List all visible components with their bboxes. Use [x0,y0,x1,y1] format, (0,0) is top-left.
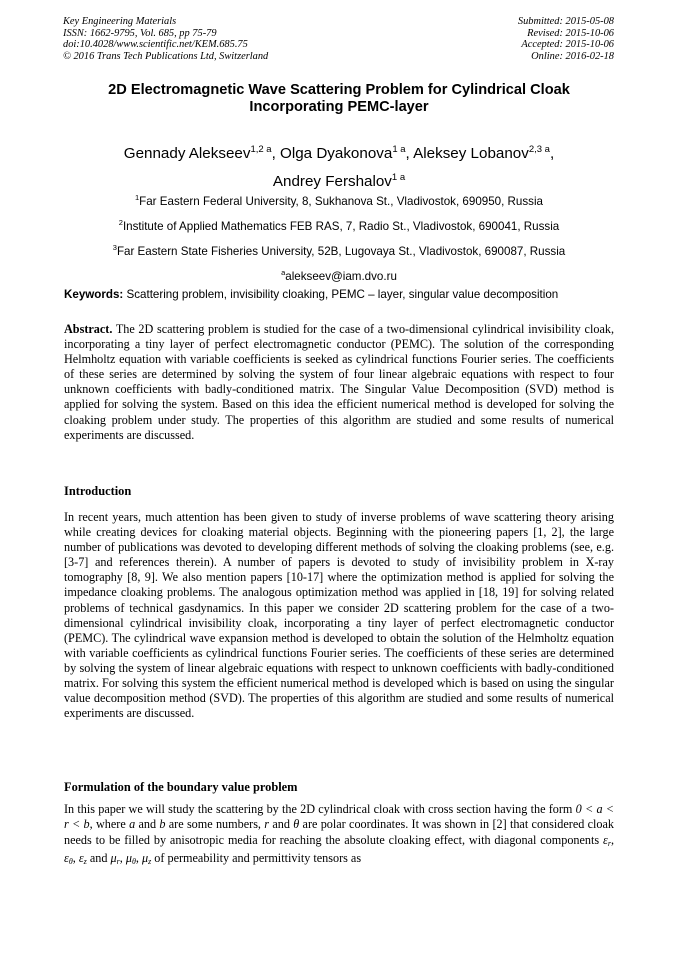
math-subscript: z [83,857,87,867]
author-separator: , [549,145,555,163]
math-subscript: θ [68,857,73,867]
journal-doi: doi:10.4028/www.scientific.net/KEM.685.75 [63,39,248,51]
authors-line-1 [64,138,614,166]
affiliation-email [64,262,614,287]
text-run: are polar coordinates. It was shown in [2] that considered cloak needs to be filled by anisotropic media for reaching the absolute cloaking effect, with diagonal components [64,817,615,847]
author-separator: , [405,145,414,163]
author-name: Andrey Fershalov [272,173,392,191]
title-line-1: 2D Electromagnetic Wave Scattering Problem for Cylindrical Cloak [108,82,570,98]
journal-name: Key Engineering Materials [63,16,177,27]
math-symbol: μ [110,851,117,866]
dates-info [518,16,614,62]
introduction-heading: Introduction [64,484,132,498]
math-symbol: ε [603,832,608,847]
text-run: , where [89,817,130,832]
abstract-label: Abstract. [64,322,113,336]
affiliation [64,187,614,212]
affiliation-list [64,187,614,286]
author-list [64,138,614,194]
affiliation [64,237,614,262]
text-run: , [119,851,126,866]
affiliation-text: Far Eastern Federal University, 8, Sukhanova St., Vladivostok, 690950, Russia [139,194,543,208]
text-run: , [135,851,142,866]
author-affiliation-mark: 2,3 a [528,144,550,155]
author-separator: , [271,145,281,163]
formulation-heading: Formulation of the boundary value problem [64,780,298,794]
author-affiliation-mark: 1,2 a [250,144,272,155]
date-revised: Revised: 2015-10-06 [527,27,614,39]
math-inequality: 0 < a < r < b [64,802,615,832]
date-submitted: Submitted: 2015-05-08 [517,16,614,27]
journal-info [63,16,268,62]
affiliation-text: Institute of Applied Mathematics FEB RAS, 7, Radio St., Vladivostok, 690041, Russia [122,219,560,233]
math-symbol: ε [78,851,84,866]
text-run: In this paper we will study the scattering by the 2D cylindrical cloak with cross section having the form [64,802,576,816]
math-subscript: r [116,857,120,867]
text-run: of permeability and permittivity tensors as [151,851,362,866]
text-run: , [72,851,79,866]
math-subscript: r [607,838,611,848]
text-run: , [610,832,614,847]
journal-copyright: © 2016 Trans Tech Publications Ltd, Switzerland [63,50,269,62]
paper-title [64,82,614,116]
math-symbol: r [264,817,270,832]
math-symbol: μ [125,851,132,866]
affiliation-mark: 1 [134,193,140,202]
math-symbol: μ [141,851,149,866]
math-symbol: ε [64,851,69,866]
math-symbol: a [129,817,136,832]
abstract [64,322,614,443]
abstract-text: The 2D scattering problem is studied for the case of a two-dimensional cylindrical invisibility cloak, incorporating a tiny layer of perfect electromagnetic conductor (PEMC). The solution of the corresponding Helmholtz equation with variable coefficients is seeked as cylindrical functions Fourier series. The coefficients of these series are determined by solving the system of four linear algebraic equations with respect to four unknown coefficients with badly-conditioned matrix. The Singular Value Decomposition (SVD) method is applied for solving the system. Based on this idea the efficient numerical method is developed for solving the cloaking problem under study. The properties of this algorithm are studied and some results of numerical experiments are discussed. [64,322,614,442]
author-name: Gennady Alekseev [123,145,251,163]
affiliation-text: Far Eastern State Fisheries University, 52B, Lugovaya St., Vladivostok, 690087, Russia [116,244,566,258]
email-address: alekseev@iam.dvo.ru [285,269,397,283]
math-subscript: θ [131,857,136,867]
math-subscript: z [148,857,152,867]
keywords [64,288,614,302]
formulation-text [64,802,614,870]
author-affiliation-mark: 1 a [392,144,406,155]
author-name: Olga Dyakonova [280,145,393,163]
math-symbol: θ [293,817,300,832]
affiliation-mark: a [281,267,286,277]
text-run: and [269,817,294,832]
math-symbol: b [159,817,166,832]
introduction-text: In recent years, much attention has been given to study of inverse problems of wave scattering theory arising while creating devices for cloaking material objects. Beginning with the pioneering papers [1, 2], the large number of publications was devoted to developing different methods of solving the cloaking problems (see, e.g. [3-7] and references therein). A number of papers is devoted to study of invisibility problem in X-ray tomography [8, 9]. We also mention papers [10-17] where the optimization method is applied for solving the impedance cloaking problems. The analogous optimization method was applied in [18, 19] for solving related problems of technical gasdynamics. In this paper we consider 2D scattering problem for the case of a two-dimensional cylindrical invisibility cloak, incorporating a tiny layer of perfect electromagnetic conductor (PEMC). The cylindrical wave expansion method is developed to obtain the solution of the Helmholtz equation with variable coefficients as cylindrical functions Fourier series. The coefficients of these series are determined by solving the system of linear algebraic equations with respect to unknown coefficients with badly-conditioned matrix. For solving this system the efficient numerical method is developed which is based on using the singular value decomposition method (SVD). The properties of this algorithm are studied and some results of numerical experiments are discussed. [64,510,614,721]
affiliation [64,212,614,237]
journal-issn: ISSN: 1662-9795, Vol. 685, pp 75-79 [63,27,217,39]
author-name: Aleksey Lobanov [413,145,529,163]
text-run: and [135,817,160,832]
date-online: Online: 2016-02-18 [531,50,614,62]
keywords-label: Keywords: [64,288,124,301]
author-affiliation-mark: 1 a [391,172,406,184]
keywords-text: Scattering problem, invisibility cloaking, PEMC – layer, singular value decomposition [123,288,559,301]
title-line-2: Incorporating PEMC-layer [249,99,429,115]
text-run: and [86,851,111,866]
text-run: are some numbers, [165,817,265,832]
date-accepted: Accepted: 2015-10-06 [521,39,614,51]
affiliation-mark: 2 [118,217,123,227]
affiliation-mark: 3 [112,242,117,252]
